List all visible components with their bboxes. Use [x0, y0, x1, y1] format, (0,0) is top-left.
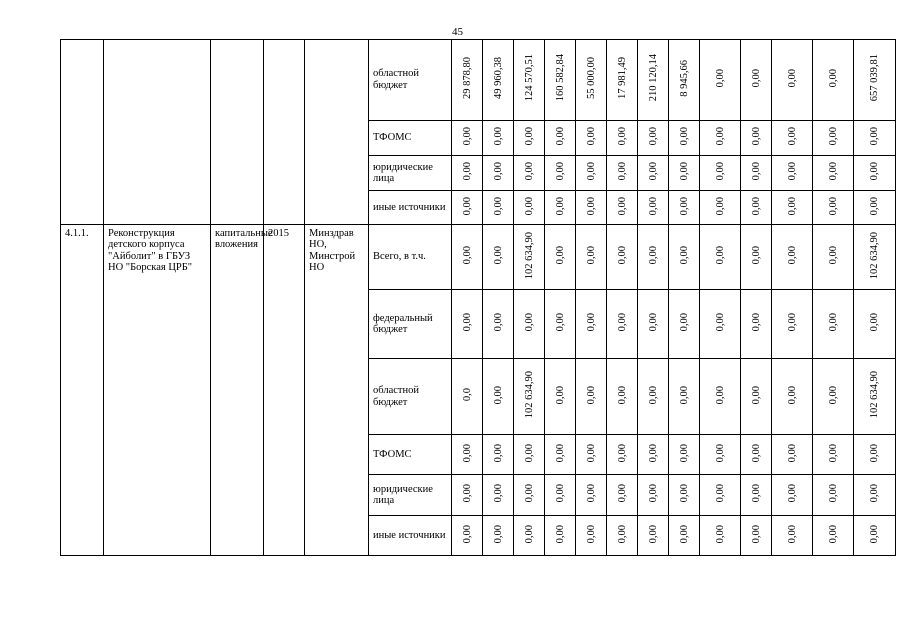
source-cell: иные источники — [369, 191, 452, 225]
value-cell — [669, 516, 700, 556]
value-cell — [576, 435, 607, 475]
value-text: 160 582,84 — [554, 54, 566, 102]
value-text: 0,00 — [827, 162, 839, 181]
value-text: 0,00 — [554, 162, 566, 181]
value-cell — [669, 358, 700, 435]
value-text: 0,00 — [786, 246, 798, 265]
value-text: 102 634,90 — [869, 231, 880, 279]
value-cell — [452, 224, 483, 289]
value-text: 0,00 — [869, 162, 880, 181]
empty-type-cell — [211, 40, 264, 225]
value-text: 0,00 — [523, 524, 535, 543]
value-text: 0,00 — [585, 162, 597, 181]
value-cell — [514, 191, 545, 225]
empty-number-cell — [61, 40, 104, 225]
value-cell — [813, 435, 854, 475]
item-type: капитальные вложения — [211, 224, 264, 555]
value-cell — [545, 290, 576, 358]
value-cell — [700, 156, 741, 191]
value-text: 0,00 — [647, 313, 659, 332]
value-text: 0,00 — [585, 385, 597, 405]
value-text: 29 878,80 — [461, 57, 473, 100]
value-text: 0,00 — [678, 162, 690, 181]
table-row — [61, 224, 896, 289]
value-cell — [452, 475, 483, 516]
value-cell — [514, 120, 545, 156]
value-text: 0,00 — [616, 162, 628, 181]
value-cell — [669, 191, 700, 225]
value-text: 0,00 — [523, 196, 535, 215]
value-text: 210 120,14 — [647, 54, 659, 102]
value-text: 0,00 — [714, 443, 726, 463]
value-cell — [669, 224, 700, 289]
value-cell — [514, 156, 545, 191]
value-cell — [638, 40, 669, 121]
value-cell — [514, 435, 545, 475]
value-cell — [638, 358, 669, 435]
value-cell — [452, 358, 483, 435]
value-cell — [483, 224, 514, 289]
value-text: 0,00 — [616, 246, 628, 265]
value-text: 0,00 — [678, 313, 690, 332]
value-cell — [700, 40, 741, 121]
value-cell — [514, 224, 545, 289]
value-cell — [854, 475, 896, 516]
value-cell — [813, 516, 854, 556]
value-text: 0,00 — [714, 313, 726, 332]
value-text: 0,00 — [678, 385, 690, 405]
value-cell — [854, 40, 896, 121]
value-cell — [700, 191, 741, 225]
value-cell — [813, 40, 854, 121]
value-cell — [514, 290, 545, 358]
value-cell — [813, 191, 854, 225]
value-cell — [772, 435, 813, 475]
value-text: 0,00 — [750, 313, 762, 332]
value-text: 0,00 — [647, 443, 659, 463]
value-cell — [669, 40, 700, 121]
value-cell — [813, 358, 854, 435]
value-text: 0,00 — [750, 196, 762, 215]
value-text: 0,00 — [492, 385, 504, 405]
value-text: 102 634,90 — [523, 371, 535, 419]
value-cell — [741, 435, 772, 475]
value-text: 0,00 — [585, 127, 597, 146]
value-text: 0,00 — [827, 196, 839, 215]
value-text: 0,00 — [492, 162, 504, 181]
value-cell — [452, 435, 483, 475]
value-text: 0,00 — [554, 524, 566, 543]
value-cell — [741, 224, 772, 289]
value-cell — [607, 156, 638, 191]
value-text: 49 960,38 — [492, 57, 504, 100]
value-text: 0,00 — [678, 196, 690, 215]
value-cell — [576, 290, 607, 358]
value-text: 0,00 — [786, 196, 798, 215]
value-text: 0,00 — [647, 385, 659, 405]
value-text: 0,00 — [827, 484, 839, 503]
value-cell — [813, 156, 854, 191]
value-text: 0,00 — [585, 313, 597, 332]
empty-name-cell — [104, 40, 211, 225]
item-number: 4.1.1. — [61, 224, 104, 555]
source-cell: ТФОМС — [369, 435, 452, 475]
value-text: 0,00 — [554, 246, 566, 265]
value-text: 0,00 — [523, 443, 535, 463]
value-text: 0,00 — [461, 246, 473, 265]
value-text: 0,00 — [714, 127, 726, 146]
value-text: 55 000,00 — [585, 57, 597, 100]
value-cell — [854, 435, 896, 475]
value-cell — [854, 290, 896, 358]
value-text: 0,00 — [461, 196, 473, 215]
value-cell — [854, 120, 896, 156]
value-text: 0,00 — [616, 484, 628, 503]
value-text: 0,00 — [750, 68, 762, 88]
value-cell — [638, 120, 669, 156]
value-cell — [576, 120, 607, 156]
value-cell — [607, 290, 638, 358]
value-text: 0,00 — [554, 443, 566, 463]
value-text: 0,00 — [827, 443, 839, 463]
source-cell: ТФОМС — [369, 120, 452, 156]
value-text: 0,00 — [714, 68, 726, 88]
value-cell — [700, 120, 741, 156]
value-cell — [483, 191, 514, 225]
value-cell — [576, 224, 607, 289]
value-cell — [483, 475, 514, 516]
value-text: 0,00 — [827, 313, 839, 332]
value-cell — [700, 435, 741, 475]
value-text: 0,00 — [678, 246, 690, 265]
value-text: 0,00 — [492, 524, 504, 543]
value-text: 0,00 — [647, 162, 659, 181]
value-text: 0,00 — [827, 385, 839, 405]
value-cell — [452, 290, 483, 358]
value-cell — [741, 191, 772, 225]
value-cell — [576, 40, 607, 121]
value-text: 0,00 — [492, 443, 504, 463]
item-year: 2015 — [264, 224, 305, 555]
value-cell — [813, 475, 854, 516]
value-text: 0,00 — [585, 246, 597, 265]
value-cell — [813, 224, 854, 289]
value-cell — [772, 156, 813, 191]
value-text: 0,00 — [585, 524, 597, 543]
value-cell — [772, 290, 813, 358]
value-text: 0,00 — [585, 443, 597, 463]
value-text: 0,00 — [554, 313, 566, 332]
value-text: 0,00 — [616, 385, 628, 405]
page-number: 45 — [452, 26, 463, 38]
value-cell — [514, 516, 545, 556]
value-text: 0,00 — [869, 313, 880, 332]
value-text: 0,00 — [461, 162, 473, 181]
value-text: 0,00 — [869, 443, 880, 463]
source-cell: областной бюджет — [369, 40, 452, 121]
value-text: 0,00 — [492, 127, 504, 146]
value-cell — [576, 516, 607, 556]
value-text: 0,0 — [461, 388, 473, 402]
value-cell — [514, 40, 545, 121]
value-cell — [772, 224, 813, 289]
empty-year-cell — [264, 40, 305, 225]
value-text: 0,00 — [461, 484, 473, 503]
value-text: 0,00 — [523, 127, 535, 146]
value-cell — [607, 40, 638, 121]
value-cell — [545, 120, 576, 156]
item-name: Реконструкция детского корпуса "Айболит" в ГБУЗ НО "Борская ЦРБ" — [104, 224, 211, 555]
value-text: 0,00 — [554, 196, 566, 215]
value-text: 0,00 — [786, 162, 798, 181]
value-text: 0,00 — [714, 524, 726, 543]
value-cell — [700, 358, 741, 435]
value-cell — [772, 120, 813, 156]
value-text: 102 634,90 — [869, 371, 880, 419]
value-cell — [638, 475, 669, 516]
value-cell — [452, 516, 483, 556]
value-text: 0,00 — [616, 127, 628, 146]
value-cell — [545, 475, 576, 516]
value-cell — [772, 358, 813, 435]
value-text: 124 570,51 — [523, 54, 535, 102]
value-text: 0,00 — [750, 385, 762, 405]
value-cell — [772, 40, 813, 121]
value-cell — [607, 191, 638, 225]
value-text: 0,00 — [750, 246, 762, 265]
value-cell — [854, 191, 896, 225]
value-cell — [854, 358, 896, 435]
value-text: 0,00 — [647, 484, 659, 503]
value-cell — [669, 435, 700, 475]
value-cell — [669, 156, 700, 191]
value-cell — [741, 358, 772, 435]
value-text: 0,00 — [461, 127, 473, 146]
value-cell — [483, 40, 514, 121]
value-cell — [483, 156, 514, 191]
value-text: 0,00 — [827, 127, 839, 146]
value-cell — [545, 516, 576, 556]
value-text: 0,00 — [523, 162, 535, 181]
value-cell — [607, 475, 638, 516]
value-text: 657 039,81 — [869, 54, 880, 102]
value-text: 0,00 — [492, 196, 504, 215]
value-cell — [607, 120, 638, 156]
value-text: 0,00 — [492, 246, 504, 265]
value-text: 0,00 — [616, 196, 628, 215]
value-text: 0,00 — [678, 484, 690, 503]
value-cell — [741, 290, 772, 358]
value-text: 0,00 — [827, 246, 839, 265]
value-cell — [576, 156, 607, 191]
value-cell — [607, 516, 638, 556]
value-cell — [607, 224, 638, 289]
value-text: 0,00 — [647, 246, 659, 265]
value-text: 0,00 — [869, 484, 880, 503]
value-text: 0,00 — [492, 313, 504, 332]
value-cell — [772, 475, 813, 516]
source-cell: иные источники — [369, 516, 452, 556]
source-cell: юридические лица — [369, 156, 452, 191]
value-cell — [483, 435, 514, 475]
value-text: 0,00 — [786, 443, 798, 463]
value-cell — [483, 120, 514, 156]
table-row — [61, 40, 896, 121]
value-cell — [700, 516, 741, 556]
value-text: 0,00 — [786, 524, 798, 543]
value-text: 0,00 — [678, 524, 690, 543]
value-text: 0,00 — [554, 484, 566, 503]
empty-executor-cell — [305, 40, 369, 225]
value-cell — [741, 475, 772, 516]
value-cell — [452, 40, 483, 121]
value-cell — [813, 290, 854, 358]
value-cell — [638, 156, 669, 191]
value-text: 0,00 — [827, 68, 839, 88]
value-text: 0,00 — [786, 385, 798, 405]
value-cell — [452, 156, 483, 191]
value-cell — [452, 120, 483, 156]
item-executor: Минздрав НО, Минстрой НО — [305, 224, 369, 555]
value-text: 0,00 — [750, 127, 762, 146]
value-text: 17 981,49 — [616, 57, 628, 100]
value-cell — [607, 435, 638, 475]
value-text: 0,00 — [461, 443, 473, 463]
value-cell — [854, 516, 896, 556]
value-cell — [813, 120, 854, 156]
value-cell — [545, 156, 576, 191]
value-cell — [483, 290, 514, 358]
value-text: 0,00 — [750, 524, 762, 543]
source-cell: областной бюджет — [369, 358, 452, 435]
value-cell — [638, 191, 669, 225]
budget-table — [60, 39, 896, 556]
value-cell — [700, 475, 741, 516]
value-text: 0,00 — [647, 127, 659, 146]
value-text: 0,00 — [750, 484, 762, 503]
value-cell — [741, 516, 772, 556]
value-text: 0,00 — [786, 68, 798, 88]
source-cell: Всего, в т.ч. — [369, 224, 452, 289]
value-cell — [638, 290, 669, 358]
value-cell — [576, 191, 607, 225]
value-text: 102 634,90 — [523, 231, 535, 279]
value-cell — [483, 358, 514, 435]
value-text: 0,00 — [714, 162, 726, 181]
value-cell — [545, 435, 576, 475]
value-cell — [545, 358, 576, 435]
value-cell — [452, 191, 483, 225]
source-cell: юридические лица — [369, 475, 452, 516]
value-text: 8 945,66 — [678, 59, 690, 97]
value-text: 0,00 — [786, 127, 798, 146]
value-cell — [700, 224, 741, 289]
value-cell — [669, 120, 700, 156]
value-cell — [545, 40, 576, 121]
value-cell — [741, 120, 772, 156]
value-text: 0,00 — [714, 196, 726, 215]
value-cell — [854, 156, 896, 191]
value-cell — [669, 290, 700, 358]
value-cell — [772, 516, 813, 556]
value-cell — [576, 358, 607, 435]
value-cell — [607, 358, 638, 435]
value-text: 0,00 — [647, 196, 659, 215]
value-text: 0,00 — [786, 313, 798, 332]
value-text: 0,00 — [678, 443, 690, 463]
value-text: 0,00 — [750, 162, 762, 181]
value-text: 0,00 — [616, 313, 628, 332]
value-text: 0,00 — [714, 484, 726, 503]
value-text: 0,00 — [750, 443, 762, 463]
value-text: 0,00 — [869, 196, 880, 215]
source-cell: федеральный бюджет — [369, 290, 452, 358]
value-cell — [741, 156, 772, 191]
value-cell — [576, 475, 607, 516]
value-text: 0,00 — [461, 524, 473, 543]
value-text: 0,00 — [786, 484, 798, 503]
value-text: 0,00 — [554, 385, 566, 405]
value-text: 0,00 — [554, 127, 566, 146]
value-cell — [638, 224, 669, 289]
value-cell — [638, 516, 669, 556]
value-text: 0,00 — [461, 313, 473, 332]
value-cell — [638, 435, 669, 475]
value-text: 0,00 — [869, 127, 880, 146]
value-cell — [741, 40, 772, 121]
value-text: 0,00 — [523, 484, 535, 503]
value-text: 0,00 — [616, 524, 628, 543]
value-text: 0,00 — [714, 385, 726, 405]
value-text: 0,00 — [714, 246, 726, 265]
value-text: 0,00 — [678, 127, 690, 146]
value-text: 0,00 — [585, 196, 597, 215]
value-text: 0,00 — [869, 524, 880, 543]
value-cell — [545, 224, 576, 289]
value-cell — [772, 191, 813, 225]
value-cell — [514, 475, 545, 516]
value-cell — [545, 191, 576, 225]
value-text: 0,00 — [492, 484, 504, 503]
value-cell — [514, 358, 545, 435]
value-text: 0,00 — [647, 524, 659, 543]
value-cell — [669, 475, 700, 516]
value-text: 0,00 — [616, 443, 628, 463]
value-text: 0,00 — [827, 524, 839, 543]
value-cell — [700, 290, 741, 358]
value-cell — [854, 224, 896, 289]
value-text: 0,00 — [523, 313, 535, 332]
value-cell — [483, 516, 514, 556]
value-text: 0,00 — [585, 484, 597, 503]
